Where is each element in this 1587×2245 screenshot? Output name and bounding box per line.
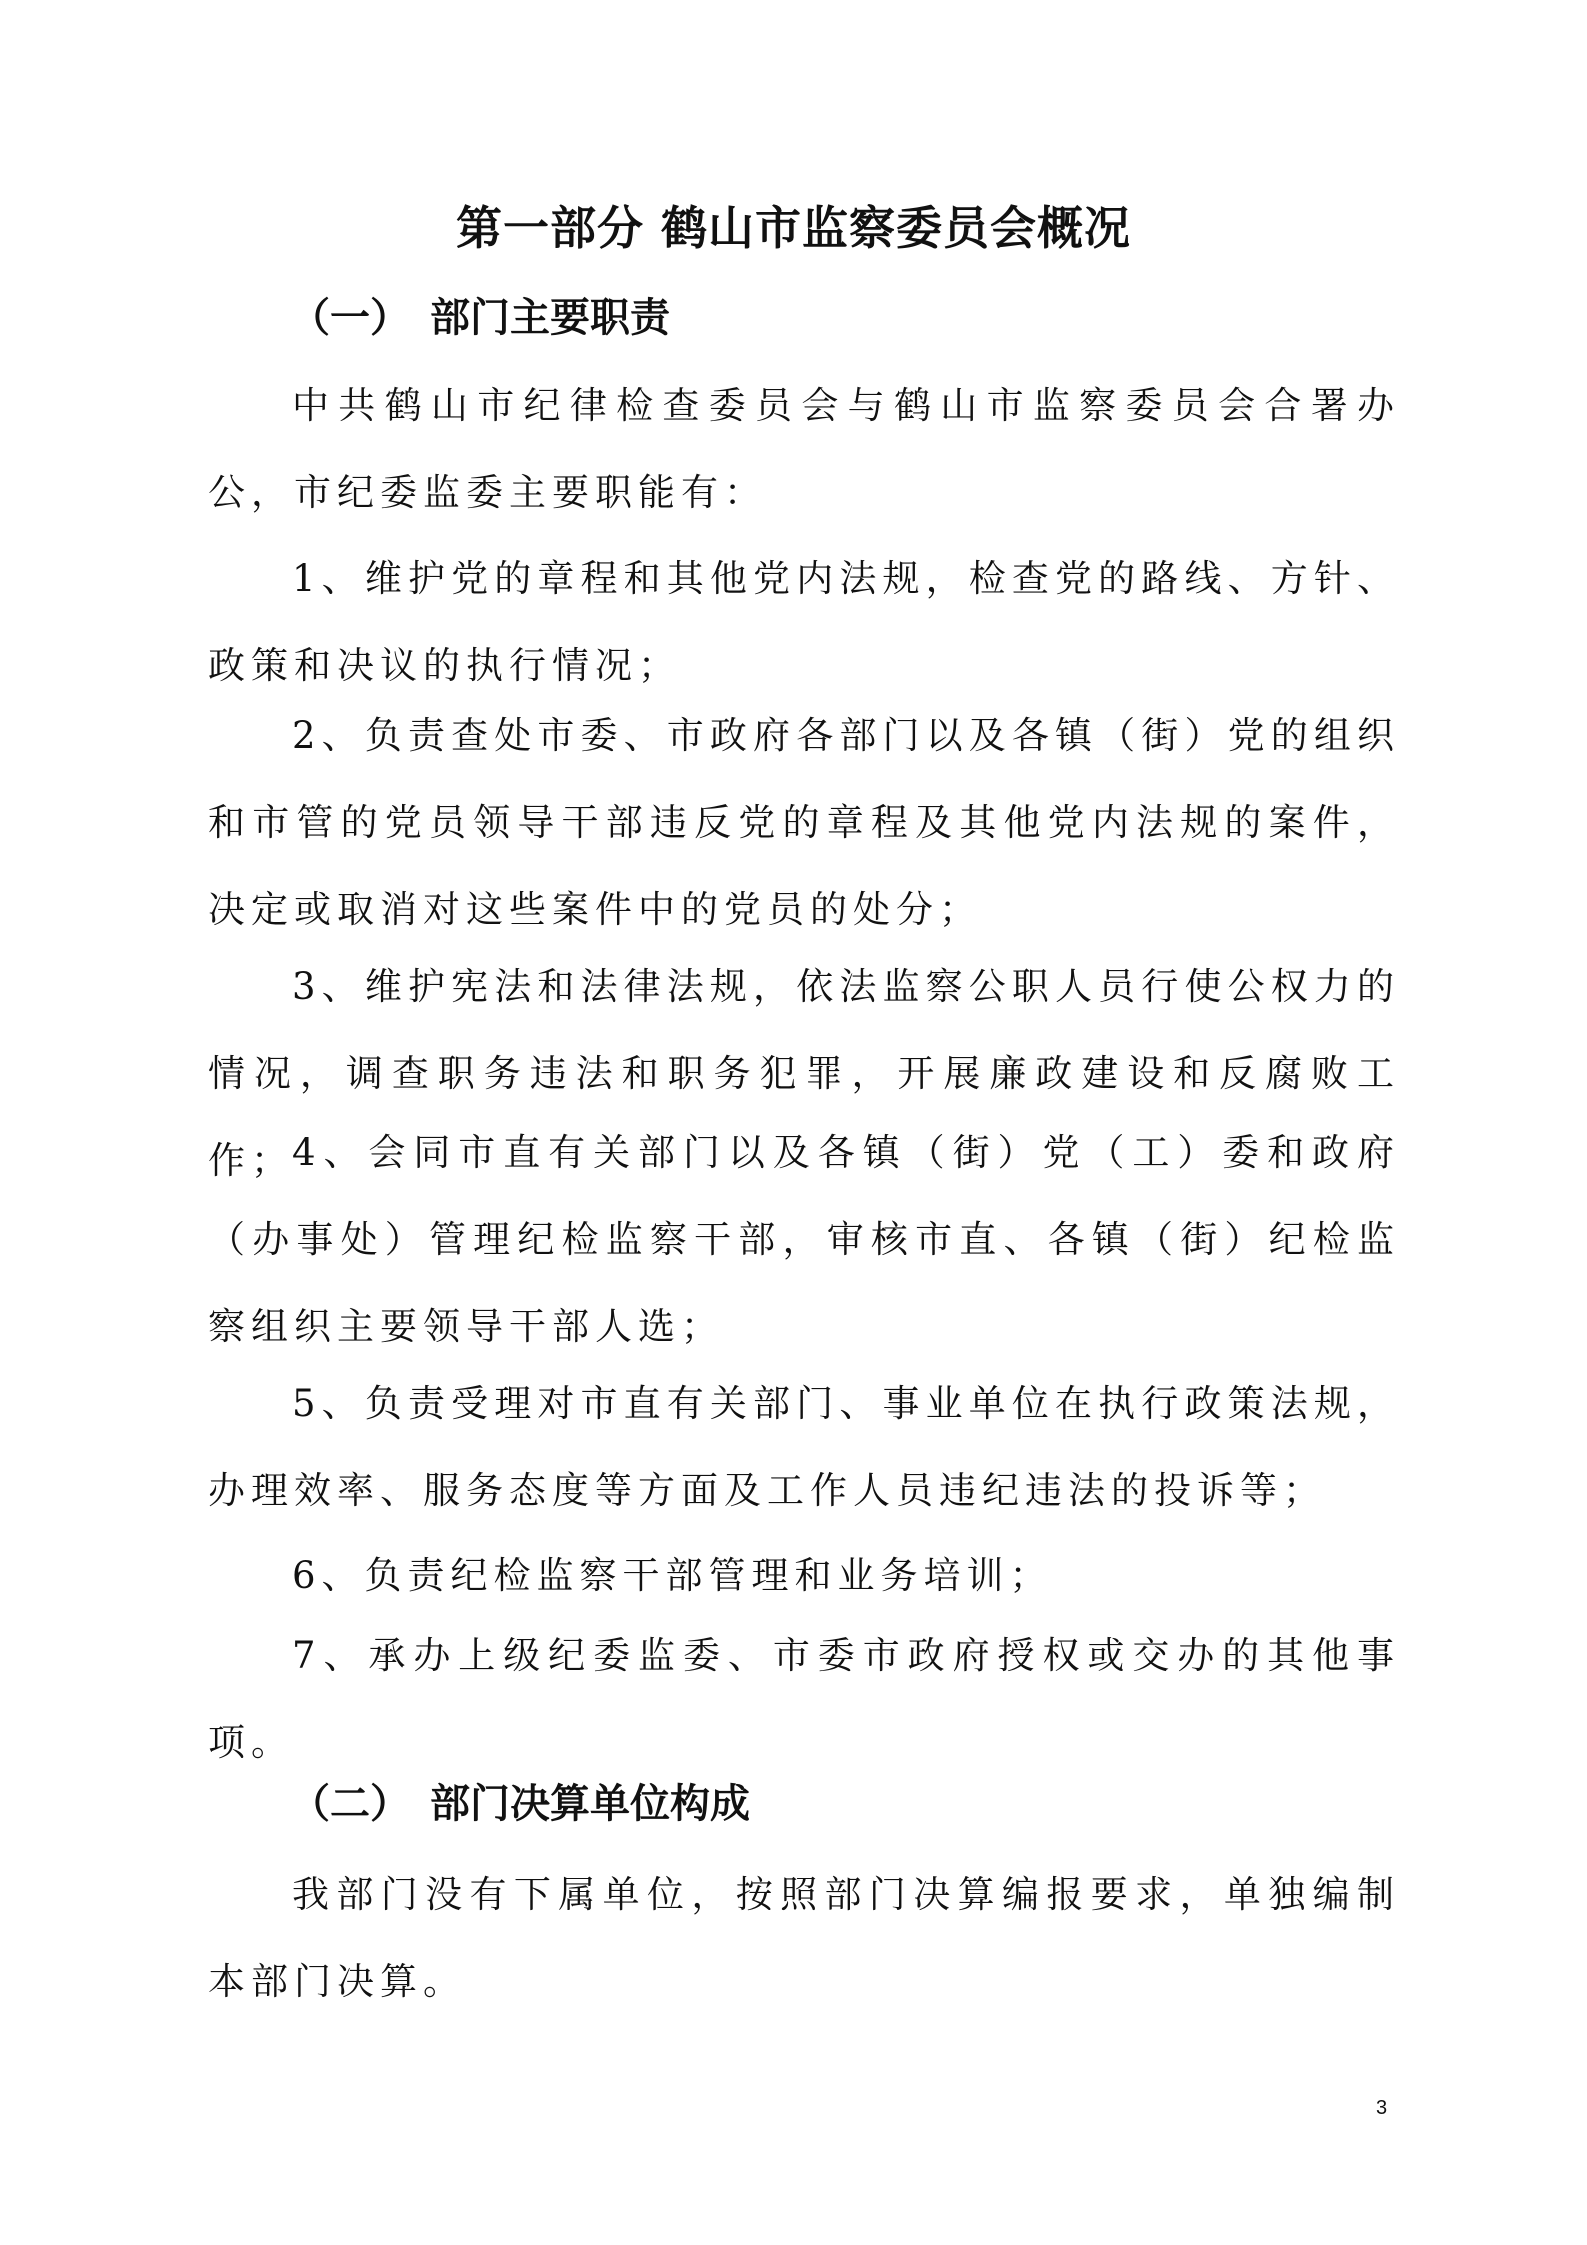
section-heading-2 xyxy=(290,1776,750,1832)
duty-item-3: 3、维护宪法和法律法规，依法监察公职人员行使公权力的情况，调查职务违法和职务犯罪，开展廉政建设和反腐败工作； xyxy=(208,965,1400,1182)
section-number: （一） xyxy=(290,295,410,341)
duty-item-7: 7、承办上级纪委监委、市委市政府授权或交办的其他事项。 xyxy=(208,1634,1400,1764)
duty-item-4: 4、会同市直有关部门以及各镇（街）党（工）委和政府（办事处）管理纪检监察干部，审核市直、各镇（街）纪检监察组织主要领导干部人选； xyxy=(208,1131,1400,1348)
page-title: 第一部分 鹤山市监察委员会概况 xyxy=(455,201,1131,255)
section-number: （二） xyxy=(290,1781,410,1827)
section-title: 部门主要职责 xyxy=(430,295,670,341)
duty-item-6: 6、负责纪检监察干部管理和业务培训； xyxy=(292,1554,1053,1597)
page-number: 3 xyxy=(1376,2097,1388,2119)
duty-item-1: 1、维护党的章程和其他党内法规，检查党的路线、方针、政策和决议的执行情况； xyxy=(208,557,1400,687)
section2-paragraph: 我部门没有下属单位，按照部门决算编报要求，单独编制本部门决算。 xyxy=(208,1873,1400,2003)
intro-paragraph: 中共鹤山市纪律检查委员会与鹤山市监察委员会合署办公，市纪委监委主要职能有： xyxy=(208,384,1400,514)
duty-item-5: 5、负责受理对市直有关部门、事业单位在执行政策法规，办理效率、服务态度等方面及工作人员违纪违法的投诉等； xyxy=(208,1382,1400,1512)
section-title: 部门决算单位构成 xyxy=(430,1781,750,1827)
duty-item-2: 2、负责查处市委、市政府各部门以及各镇（街）党的组织和市管的党员领导干部违反党的章程及其他党内法规的案件，决定或取消对这些案件中的党员的处分； xyxy=(208,714,1400,931)
section-heading-1 xyxy=(290,290,670,346)
